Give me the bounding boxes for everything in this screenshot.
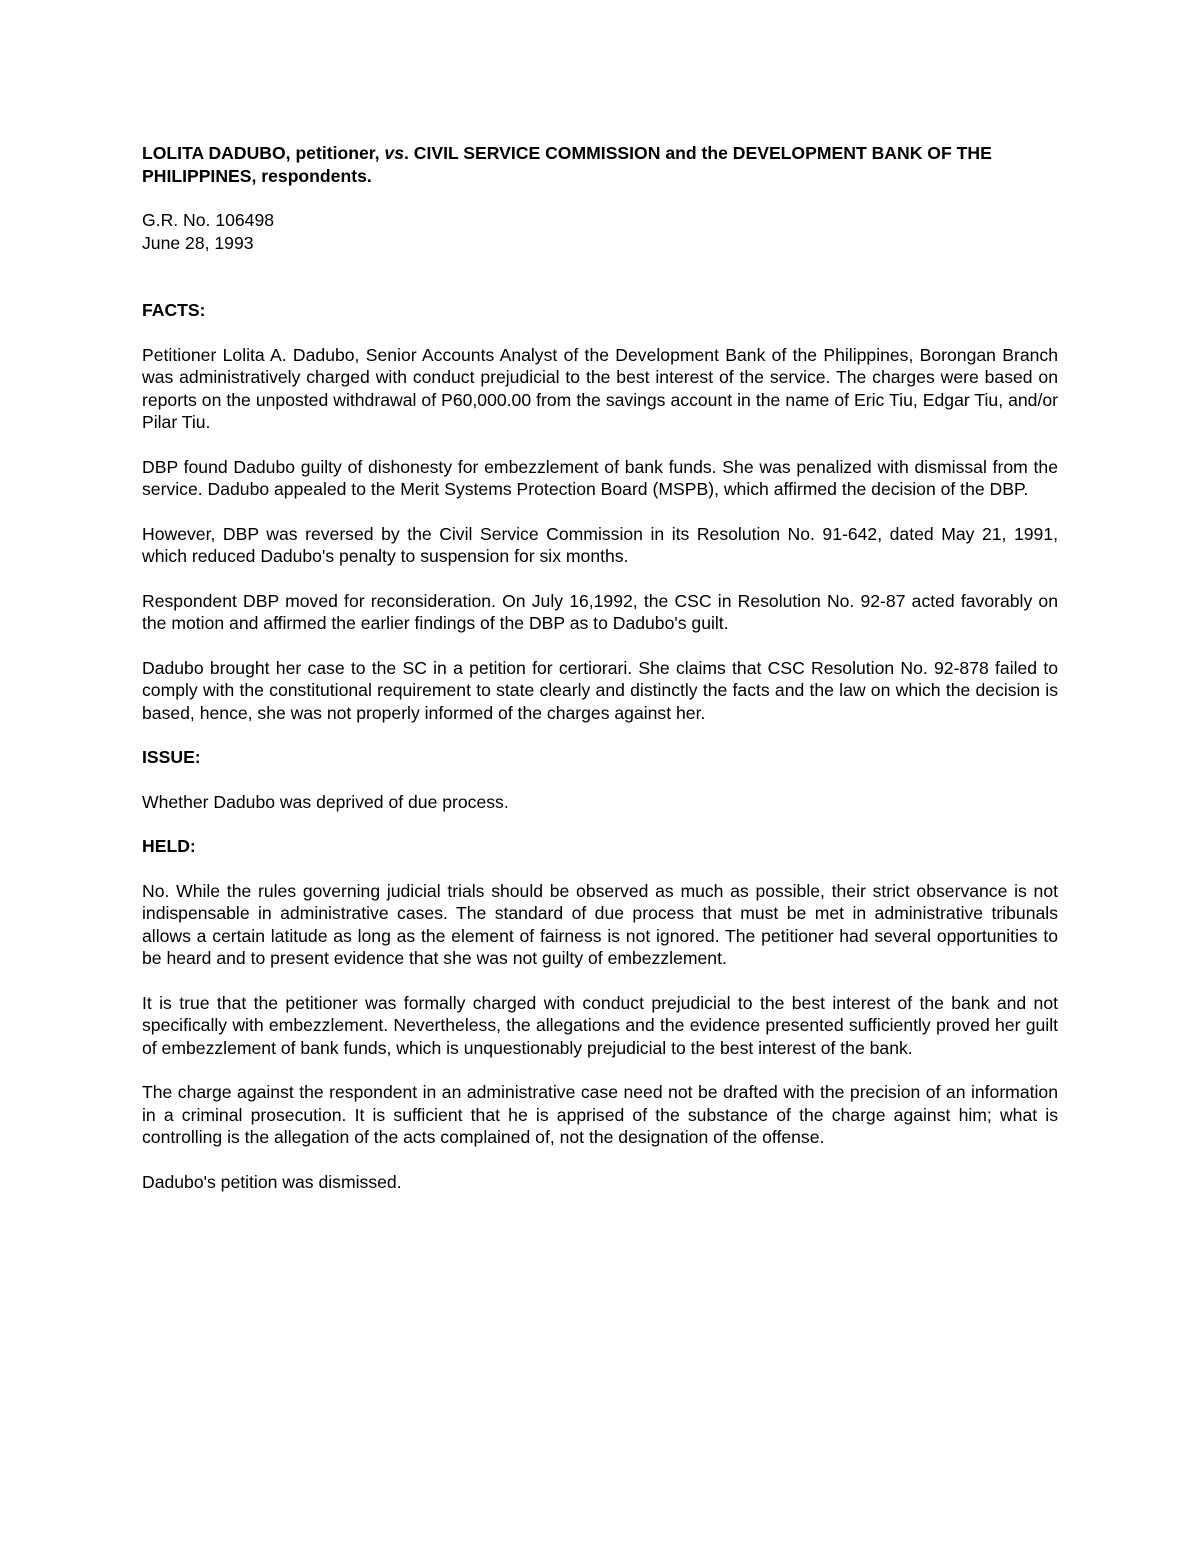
case-digest-page: [142, 142, 1058, 1193]
held-paragraph: It is true that the petitioner was formally charged with conduct prejudicial to the best interest of the bank and not specifically with embezzlement. Nevertheless, the allegations and the evidence presented sufficiently proved her guilt of embezzlement of bank funds, which is unquestionably prejudicial to the best interest of the bank.: [142, 992, 1058, 1058]
case-title-respondents: . CIVIL SERVICE COMMISSION and the DEVELOPMENT BANK OF THE PHILIPPINES, respondents.: [142, 143, 992, 186]
facts-paragraph: DBP found Dadubo guilty of dishonesty for embezzlement of bank funds. She was penalized with dismissal from the service. Dadubo appealed to the Merit Systems Protection Board (MSPB), which affirmed the decision of the DBP.: [142, 456, 1058, 499]
facts-paragraph: Petitioner Lolita A. Dadubo, Senior Accounts Analyst of the Development Bank of the Philippines, Borongan Branch was administratively charged with conduct prejudicial to the best interest of the service. The charges were based on reports on the unposted withdrawal of P60,000.00 from the savings account in the name of Eric Tiu, Edgar Tiu, and/or Pilar Tiu.: [142, 344, 1058, 432]
held-paragraph: No. While the rules governing judicial trials should be observed as much as possible, their strict observance is not indispensable in administrative cases. The standard of due process that must be met in administrative tribunals allows a certain latitude as long as the element of fairness is not ignored. The petitioner had several opportunities to be heard and to present evidence that she was not guilty of embezzlement.: [142, 880, 1058, 968]
case-title: [142, 142, 1058, 187]
case-title-parties: LOLITA DADUBO, petitioner,: [142, 143, 385, 163]
issue-text: Whether Dadubo was deprived of due process.: [142, 791, 509, 812]
issue-heading: ISSUE:: [142, 747, 201, 767]
held-paragraph: The charge against the respondent in an administrative case need not be drafted with the precision of an information in a criminal prosecution. It is sufficient that he is apprised of the substance of the charge against him; what is controlling is the allegation of the acts complained of, not the designation of the offense.: [142, 1082, 1058, 1147]
case-meta: [142, 209, 1058, 254]
facts-paragraph: Dadubo brought her case to the SC in a petition for certiorari. She claims that CSC Resolution No. 92-878 failed to comply with the constitutional requirement to state clearly and distinctly the facts and the law on which the decision is based, hence, she was not properly informed of the charges against her.: [142, 657, 1058, 723]
decision-date: June 28, 1993: [142, 232, 254, 253]
held-paragraph: Dadubo's petition was dismissed.: [142, 1171, 402, 1192]
facts-paragraph: However, DBP was reversed by the Civil Service Commission in its Resolution No. 91-642, dated May 21, 1991, which reduced Dadubo's penalty to suspension for six months.: [142, 523, 1058, 566]
facts-heading: FACTS:: [142, 300, 206, 320]
facts-paragraph: Respondent DBP moved for reconsideration. On July 16,1992, the CSC in Resolution No. 92-87 acted favorably on the motion and affirmed the earlier findings of the DBP as to Dadubo's guilt.: [142, 590, 1058, 633]
held-heading: HELD:: [142, 836, 196, 856]
gr-number: G.R. No. 106498: [142, 210, 275, 230]
case-title-vs: vs: [384, 143, 404, 163]
